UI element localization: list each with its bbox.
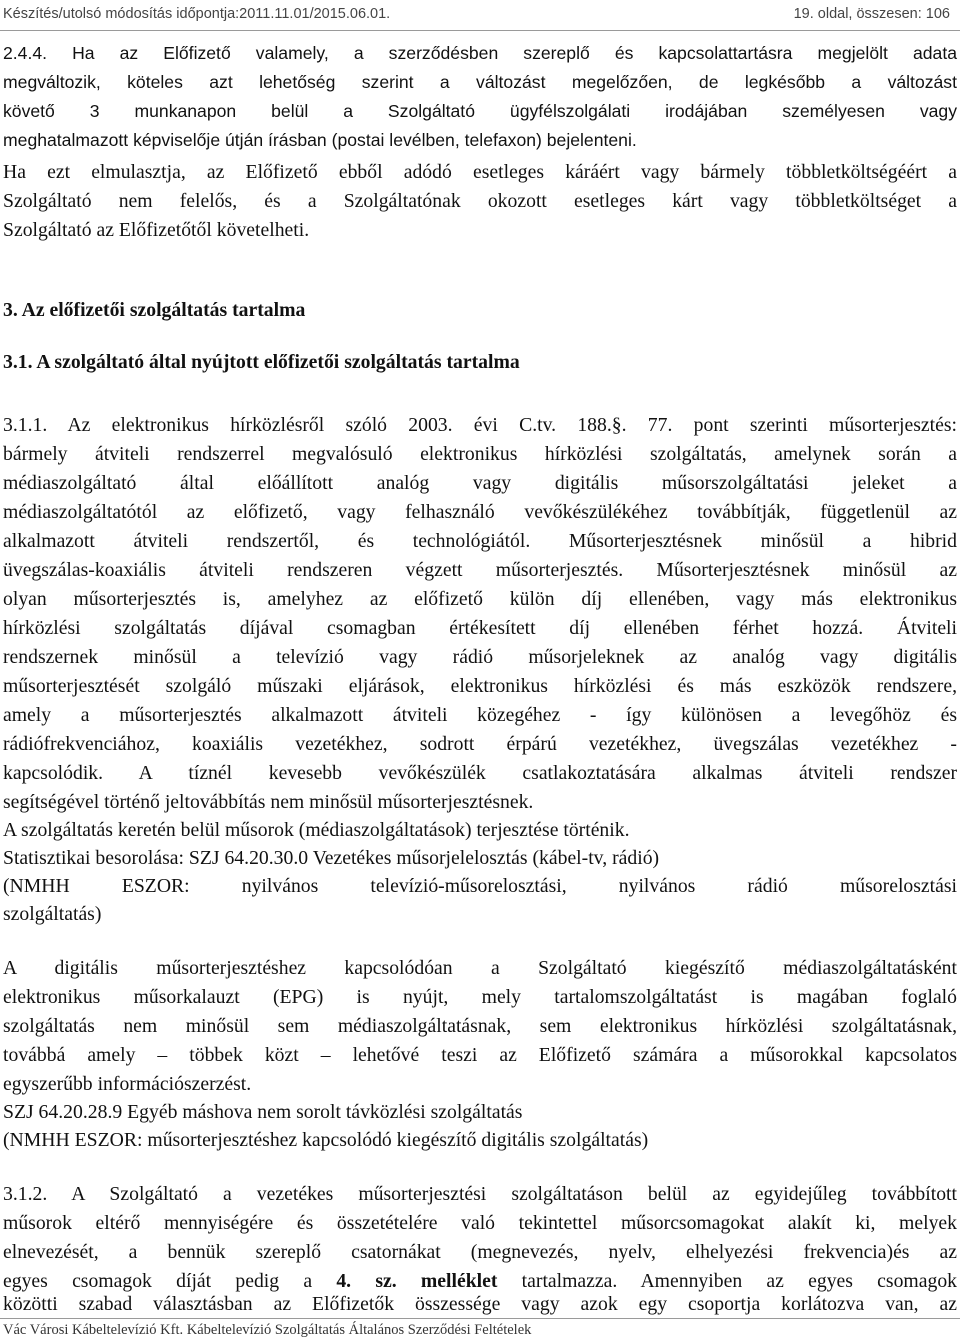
- annex-reference: 4. sz. melléklet: [336, 1270, 498, 1292]
- text-line: olyan műsorterjesztés is, amelyhez az előfizető külön díj ellenében, vagy más elektronikus: [3, 588, 957, 610]
- text-line: segítségével történő jeltovábbítás nem minősül műsorterjesztésnek.: [3, 791, 534, 813]
- text-line: bármely átviteli rendszerrel megvalósuló elektronikus hírközlési szolgáltatás, amelynek során a: [3, 443, 957, 465]
- subsection-heading: 3.1. A szolgáltató által nyújtott előfizetői szolgáltatás tartalma: [3, 351, 520, 373]
- statistical-classification: SZJ 64.20.28.9 Egyéb máshova nem sorolt távközlési szolgáltatás: [3, 1101, 523, 1123]
- text-line: megváltozik, köteles azt lehetőség szerint a változást megelőzően, de legkésőbb a változást: [3, 72, 957, 92]
- text-line: elektronikus műsorkalauzt (EPG) is nyújt, mely tartalomszolgáltatást is magában foglaló: [3, 986, 957, 1008]
- text-line: alkalmazott átviteli rendszertől, és technológiától. Műsorterjesztésnek minősül a hibrid: [3, 530, 957, 552]
- text-line: (NMHH ESZOR: műsorterjesztéshez kapcsolódó kiegészítő digitális szolgáltatás): [3, 1129, 649, 1151]
- text-line: A digitális műsorterjesztéshez kapcsolódóan a Szolgáltató kiegészítő médiaszolgáltatásként: [3, 957, 957, 979]
- text-line: rendszernek minősül a televízió vagy rádió műsorjeleknek az analóg vagy digitális: [3, 646, 957, 668]
- text-line: kapcsolódik. A tíznél kevesebb vevőkészülék csatlakoztatására alkalmas átviteli rendszer: [3, 762, 957, 784]
- statistical-classification: Statisztikai besorolása: SZJ 64.20.30.0 Vezetékes műsorjelelosztás (kábel-tv, rádió): [3, 847, 660, 869]
- text-line: Ha ezt elmulasztja, az Előfizető ebből adódó esetleges káráért vagy bármely többletköltségéért a: [3, 161, 957, 183]
- text-run: tartalmazza. Amennyiben az egyes csomagok: [497, 1270, 958, 1292]
- text-run: egyes csomagok díját pedig a: [3, 1270, 337, 1292]
- text-line: elnevezését, a bennük szereplő csatornákat (megnevezés, nyelv, elhelyezési frekvencia)és az: [3, 1241, 957, 1263]
- text-line: üvegszálas-koaxiális átviteli rendszeren végzett műsorterjesztés. Műsorterjesztésnek minősül az: [3, 559, 957, 581]
- text-line: közötti szabad választásban az Előfizetők összessége vagy azok egy csoportja korlátozva van, az: [3, 1293, 957, 1315]
- text-line: A szolgáltatás keretén belül műsorok (médiaszolgáltatások) terjesztése történik.: [3, 819, 630, 841]
- text-line: amely a műsorterjesztés alkalmazott átviteli közegéhez - így különösen a levegőhöz és: [3, 704, 957, 726]
- text-line: hírközlési szolgáltatás díjával csomagban értékesített díj ellenében férhet hozzá. Átviteli: [3, 617, 957, 639]
- text-line: továbbá amely – többek közt – lehetővé teszi az Előfizető számára a műsorokkal kapcsolatos: [3, 1044, 957, 1066]
- footer-text: Vác Városi Kábeltelevízió Kft. Kábeltelevízió Szolgáltatás Általános Szerződési Feltételek: [3, 1322, 532, 1338]
- text-line: rádiófrekvenciához, koaxiális vezetékhez, sodrott érpárú vezetékhez, üvegszálas vezetékhez -: [3, 733, 957, 755]
- section-heading: 3. Az előfizetői szolgáltatás tartalma: [3, 299, 306, 321]
- header-timestamp: Készítés/utolsó módosítás időpontja:2011.11.01/2015.06.01.: [3, 6, 391, 22]
- text-line: médiaszolgáltatótól az előfizető, vagy felhasználó vevőkészülékéhez továbbítják, függetlenül az: [3, 501, 957, 523]
- text-line: 2.4.4. Ha az Előfizető valamely, a szerződésben szereplő és kapcsolattartásra megjelölt adata: [3, 43, 957, 63]
- text-line: műsorok eltérő mennyiségére és összetételére való tekintettel műsorcsomagokat alakít ki, melyek: [3, 1212, 957, 1234]
- text-line: műsorterjesztését szolgáló műszaki eljárások, elektronikus hírközlési és más eszközök rendszere,: [3, 675, 957, 697]
- text-line: meghatalmazott képviselője útján írásban (postai levélben, telefaxon) bejelenteni.: [3, 130, 637, 150]
- text-line: (NMHH ESZOR: nyilvános televízió-műsorelosztási, nyilvános rádió műsorelosztási: [3, 875, 957, 897]
- text-line: szolgáltatás): [3, 903, 102, 925]
- text-line: 3.1.1. Az elektronikus hírközlésről szóló 2003. évi C.tv. 188.§. 77. pont szerinti műsorterjesztés:: [3, 414, 957, 436]
- text-line: médiaszolgáltató által előállított analóg vagy digitális műsorszolgáltatási jeleket a: [3, 472, 957, 494]
- page-footer: [0, 1318, 960, 1341]
- text-line: Szolgáltató az Előfizetőtől követelheti.: [3, 219, 310, 241]
- header-page-number: 19. oldal, összesen: 106: [793, 6, 950, 22]
- text-line: Szolgáltató nem felelős, és a Szolgáltatónak okozott esetleges kárt vagy többletköltséget a: [3, 190, 957, 212]
- page-header: [0, 0, 960, 31]
- text-line: egyszerűbb információszerzést.: [3, 1073, 252, 1095]
- text-line: követő 3 munkanapon belül a Szolgáltató ügyfélszolgálati irodájában személyesen vagy: [3, 101, 957, 121]
- text-line: szolgáltatás nem minősül sem médiaszolgáltatásnak, sem elektronikus hírközlési szolgáltatásnak,: [3, 1015, 957, 1037]
- text-line: 3.1.2. A Szolgáltató a vezetékes műsorterjesztési szolgáltatáson belül az egyidejűleg továbbított: [3, 1183, 957, 1205]
